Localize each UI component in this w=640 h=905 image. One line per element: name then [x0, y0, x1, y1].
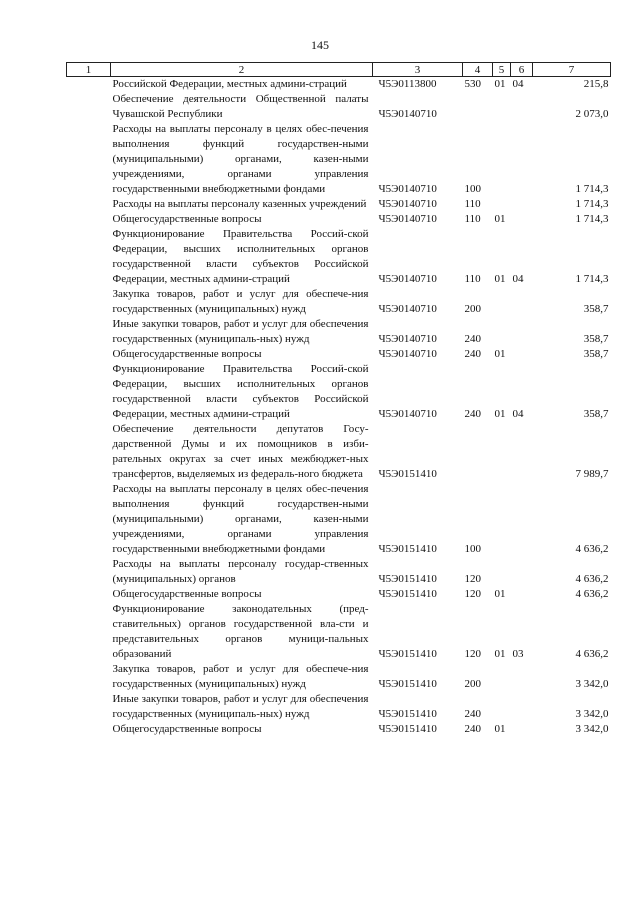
row-spacer	[67, 287, 111, 317]
row-expense-type: 240	[464, 723, 481, 735]
row-expense-type: 240	[464, 408, 481, 420]
row-expense-type: 530	[464, 78, 481, 90]
row-subsection	[511, 122, 533, 197]
row-spacer	[67, 77, 111, 93]
row-target-code: Ч5Э0140710	[378, 213, 437, 225]
row-subsection: 04	[512, 273, 524, 285]
row-amount: 4 636,2	[575, 648, 609, 660]
table-row	[67, 122, 611, 197]
row-description: Обеспечение деятельности депутатов Госу-дарственной Думы и их помощников в изби-рательных округах за счет иных межбюджет-ных трансфертов, выделяемых из федераль-ного бюджета	[112, 423, 369, 480]
row-subsection: 03	[512, 648, 524, 660]
row-subsection	[511, 692, 533, 722]
row-expense-type	[463, 92, 493, 122]
row-target-code: Ч5Э0151410	[378, 648, 437, 660]
row-amount: 215,8	[583, 78, 609, 90]
row-description: Общегосударственные вопросы	[112, 213, 262, 225]
table-row	[67, 662, 611, 692]
column-header-1: 1	[67, 63, 111, 77]
table-row	[67, 227, 611, 287]
table-body	[67, 77, 611, 738]
row-amount: 3 342,0	[575, 723, 609, 735]
row-section	[493, 692, 511, 722]
row-spacer	[67, 602, 111, 662]
row-expense-type: 110	[464, 198, 481, 210]
row-description: Общегосударственные вопросы	[112, 588, 262, 600]
row-amount: 358,7	[583, 408, 609, 420]
row-subsection: 04	[512, 78, 524, 90]
row-target-code: Ч5Э0151410	[378, 588, 437, 600]
column-header-5: 5	[493, 63, 511, 77]
table-row	[67, 212, 611, 227]
row-expense-type: 240	[464, 333, 481, 345]
row-section	[493, 92, 511, 122]
row-section	[493, 317, 511, 347]
row-subsection	[511, 317, 533, 347]
row-amount: 1 714,3	[575, 198, 609, 210]
row-description: Закупка товаров, работ и услуг для обеспече-ния государственных (муниципальных) нужд	[112, 663, 369, 690]
row-description: Общегосударственные вопросы	[112, 348, 262, 360]
row-description: Общегосударственные вопросы	[112, 723, 262, 735]
row-target-code: Ч5Э0151410	[378, 468, 437, 480]
row-target-code: Ч5Э0113800	[378, 78, 437, 90]
row-description: Иные закупки товаров, работ и услуг для обеспечения государственных (муниципаль-ных) нужд	[112, 693, 369, 720]
table-row	[67, 287, 611, 317]
row-expense-type: 240	[464, 708, 481, 720]
row-expense-type: 120	[464, 648, 481, 660]
row-subsection	[511, 722, 533, 737]
table-row	[67, 362, 611, 422]
row-expense-type	[463, 422, 493, 482]
row-expense-type: 240	[464, 348, 481, 360]
row-amount: 1 714,3	[575, 183, 609, 195]
column-header-row	[67, 63, 611, 77]
table-row	[67, 422, 611, 482]
table-row	[67, 347, 611, 362]
row-amount: 3 342,0	[575, 708, 609, 720]
row-spacer	[67, 692, 111, 722]
row-amount: 358,7	[583, 333, 609, 345]
row-subsection: 04	[512, 408, 524, 420]
table-row	[67, 317, 611, 347]
row-subsection	[511, 212, 533, 227]
row-expense-type: 110	[464, 213, 481, 225]
row-section	[493, 122, 511, 197]
column-header-3: 3	[373, 63, 463, 77]
row-section	[493, 287, 511, 317]
table-row	[67, 587, 611, 602]
table-row	[67, 692, 611, 722]
row-amount: 1 714,3	[575, 213, 609, 225]
row-section: 01	[494, 273, 506, 285]
row-spacer	[67, 92, 111, 122]
row-target-code: Ч5Э0140710	[378, 408, 437, 420]
table-row	[67, 557, 611, 587]
table-row	[67, 77, 611, 93]
row-target-code: Ч5Э0151410	[378, 723, 437, 735]
row-subsection	[511, 92, 533, 122]
row-section: 01	[494, 348, 506, 360]
row-expense-type: 120	[464, 573, 481, 585]
column-header-4: 4	[463, 63, 493, 77]
row-target-code: Ч5Э0140710	[378, 198, 437, 210]
row-spacer	[67, 587, 111, 602]
table-row	[67, 602, 611, 662]
row-amount: 358,7	[583, 348, 609, 360]
row-target-code: Ч5Э0151410	[378, 708, 437, 720]
table-row	[67, 197, 611, 212]
row-expense-type: 120	[464, 588, 481, 600]
row-description: Расходы на выплаты персоналу в целях обес-печения выполнения функций государствен-ными (муниципальными) органами, казен-ными учреждениями, органами управления государственными внебюджетными фондами	[112, 483, 369, 555]
column-header-7: 7	[533, 63, 611, 77]
row-section: 01	[494, 408, 506, 420]
row-spacer	[67, 212, 111, 227]
row-spacer	[67, 557, 111, 587]
table-row	[67, 92, 611, 122]
row-section	[493, 422, 511, 482]
row-description: Функционирование Правительства Россий-ской Федерации, высших исполнительных органов государственной власти субъектов Российской Федерации, местных админи-страций	[112, 228, 369, 285]
row-subsection	[511, 287, 533, 317]
budget-table	[66, 62, 611, 737]
row-amount: 358,7	[583, 303, 609, 315]
row-section: 01	[494, 648, 506, 660]
row-target-code: Ч5Э0151410	[378, 573, 437, 585]
row-amount: 4 636,2	[575, 543, 609, 555]
row-subsection	[511, 347, 533, 362]
row-expense-type: 200	[464, 678, 481, 690]
row-description: Иные закупки товаров, работ и услуг для обеспечения государственных (муниципаль-ных) нужд	[112, 318, 369, 345]
row-subsection	[511, 422, 533, 482]
row-expense-type: 110	[464, 273, 481, 285]
row-section: 01	[494, 213, 506, 225]
row-section: 01	[494, 723, 506, 735]
row-expense-type: 200	[464, 303, 481, 315]
row-spacer	[67, 317, 111, 347]
row-description: Закупка товаров, работ и услуг для обеспече-ния государственных (муниципальных) нужд	[112, 288, 369, 315]
row-section	[493, 197, 511, 212]
row-spacer	[67, 197, 111, 212]
row-expense-type: 100	[464, 183, 481, 195]
row-section	[493, 557, 511, 587]
table-row	[67, 482, 611, 557]
row-target-code: Ч5Э0140710	[378, 183, 437, 195]
row-description: Функционирование законодательных (пред-ставительных) органов государственной вла-сти и представительных органов муници-пальных образований	[112, 603, 369, 660]
row-expense-type: 100	[464, 543, 481, 555]
row-spacer	[67, 347, 111, 362]
row-target-code: Ч5Э0140710	[378, 273, 437, 285]
row-target-code: Ч5Э0140710	[378, 333, 437, 345]
row-subsection	[511, 662, 533, 692]
column-header-6: 6	[511, 63, 533, 77]
row-amount: 3 342,0	[575, 678, 609, 690]
row-spacer	[67, 722, 111, 737]
row-target-code: Ч5Э0140710	[378, 348, 437, 360]
column-header-2: 2	[111, 63, 373, 77]
row-spacer	[67, 122, 111, 197]
row-amount: 4 636,2	[575, 588, 609, 600]
table-row	[67, 722, 611, 737]
row-target-code: Ч5Э0151410	[378, 543, 437, 555]
row-subsection	[511, 557, 533, 587]
row-description: Обеспечение деятельности Общественной палаты Чувашской Республики	[112, 93, 369, 120]
row-spacer	[67, 662, 111, 692]
row-amount: 1 714,3	[575, 273, 609, 285]
row-description: Расходы на выплаты персоналу в целях обес-печения выполнения функций государствен-ными (муниципальными) органами, казен-ными учреждениями, органами управления государственными внебюджетными фондами	[112, 123, 369, 195]
row-section: 01	[494, 78, 506, 90]
row-description: Расходы на выплаты персоналу казенных учреждений	[112, 198, 367, 210]
row-target-code: Ч5Э0140710	[378, 108, 437, 120]
row-amount: 4 636,2	[575, 573, 609, 585]
row-section: 01	[494, 588, 506, 600]
row-subsection	[511, 197, 533, 212]
row-description: Расходы на выплаты персоналу государ-ственных (муниципальных) органов	[112, 558, 369, 585]
row-spacer	[67, 362, 111, 422]
row-description: Российской Федерации, местных админи-страций	[112, 78, 347, 90]
row-spacer	[67, 227, 111, 287]
row-target-code: Ч5Э0140710	[378, 303, 437, 315]
row-spacer	[67, 422, 111, 482]
row-section	[493, 662, 511, 692]
row-description: Функционирование Правительства Россий-ской Федерации, высших исполнительных органов государственной власти субъектов Российской Федерации, местных админи-страций	[112, 363, 369, 420]
row-section	[493, 482, 511, 557]
page-number: 145	[311, 38, 329, 52]
row-spacer	[67, 482, 111, 557]
row-subsection	[511, 587, 533, 602]
row-amount: 7 989,7	[575, 468, 609, 480]
row-subsection	[511, 482, 533, 557]
row-amount: 2 073,0	[575, 108, 609, 120]
row-target-code: Ч5Э0151410	[378, 678, 437, 690]
